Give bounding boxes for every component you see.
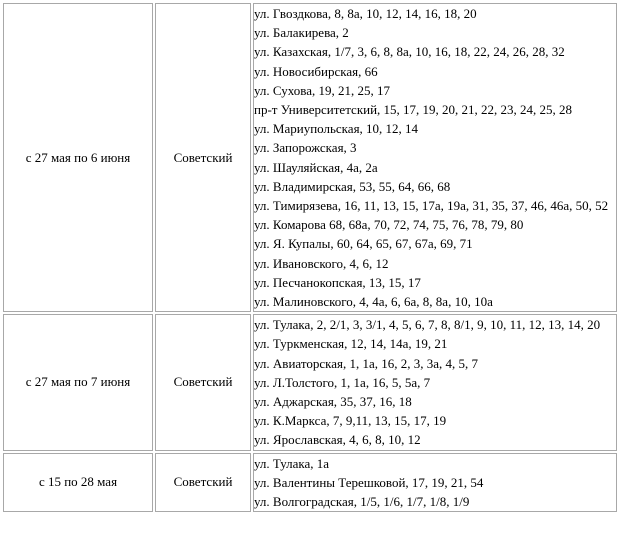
street-line: ул. Новосибирская, 66 [254,63,378,79]
table-row [3,314,617,450]
street-line: ул. Мариупольская, 10, 12, 14 [254,121,419,137]
outage-schedule-table [1,1,619,514]
period-cell: с 27 мая по 6 июня [3,3,153,312]
street-line: ул. Ярославская, 4, 6, 8, 10, 12 [254,432,421,448]
street-line: ул. Комарова 68, 68а, 70, 72, 74, 75, 76, 78, 79, 80 [254,217,524,233]
streets-cell [253,453,617,513]
street-line: ул. Казахская, 1/7, 3, 6, 8, 8а, 10, 16, 18, 22, 24, 26, 28, 32 [254,44,565,60]
street-line: ул. Гвоздкова, 8, 8а, 10, 12, 14, 16, 18, 20 [254,6,477,21]
streets-cell [253,3,617,312]
street-line: ул. Сухова, 19, 21, 25, 17 [254,82,391,98]
street-line: ул. Шауляйская, 4а, 2а [254,159,378,175]
district-cell: Советский [155,3,251,312]
street-line: ул. Ивановского, 4, 6, 12 [254,255,389,271]
street-line: ул. Авиаторская, 1, 1а, 16, 2, 3, 3а, 4, 5, 7 [254,355,479,371]
street-line: ул. К.Маркса, 7, 9,11, 13, 15, 17, 19 [254,413,447,429]
street-line: ул. Тулака, 1а [254,455,330,471]
street-line: ул. Малиновского, 4, 4а, 6, 6а, 8, 8а, 10, 10а [254,294,493,310]
district-cell: Советский [155,453,251,513]
street-line: ул. Тимирязева, 16, 11, 13, 15, 17а, 19а, 31, 35, 37, 46, 46а, 50, 52 [254,198,609,214]
street-line: ул. Тулака, 2, 2/1, 3, 3/1, 4, 5, 6, 7, 8, 8/1, 9, 10, 11, 12, 13, 14, 20 [254,317,601,333]
street-line: ул. Балакирева, 2 [254,25,349,41]
street-line: ул. Л.Толстого, 1, 1а, 16, 5, 5а, 7 [254,374,431,390]
street-line: ул. Я. Купалы, 60, 64, 65, 67, 67а, 69, 71 [254,236,473,252]
street-line: ул. Валентины Терешковой, 17, 19, 21, 54 [254,474,484,490]
street-line: ул. Волгоградская, 1/5, 1/6, 1/7, 1/8, 1/9 [254,494,470,510]
street-line: ул. Туркменская, 12, 14, 14а, 19, 21 [254,336,448,352]
streets-cell [253,314,617,450]
street-line: ул. Запорожская, 3 [254,140,357,156]
street-line: ул. Владимирская, 53, 55, 64, 66, 68 [254,178,451,194]
period-cell: с 15 по 28 мая [3,453,153,513]
table-row [3,453,617,513]
street-line: ул. Песчанокопская, 13, 15, 17 [254,274,421,290]
street-line: пр-т Университетский, 15, 17, 19, 20, 21, 22, 23, 24, 25, 28 [254,102,573,118]
district-cell: Советский [155,314,251,450]
street-line: ул. Аджарская, 35, 37, 16, 18 [254,394,412,410]
table-row [3,3,617,312]
period-cell: с 27 мая по 7 июня [3,314,153,450]
